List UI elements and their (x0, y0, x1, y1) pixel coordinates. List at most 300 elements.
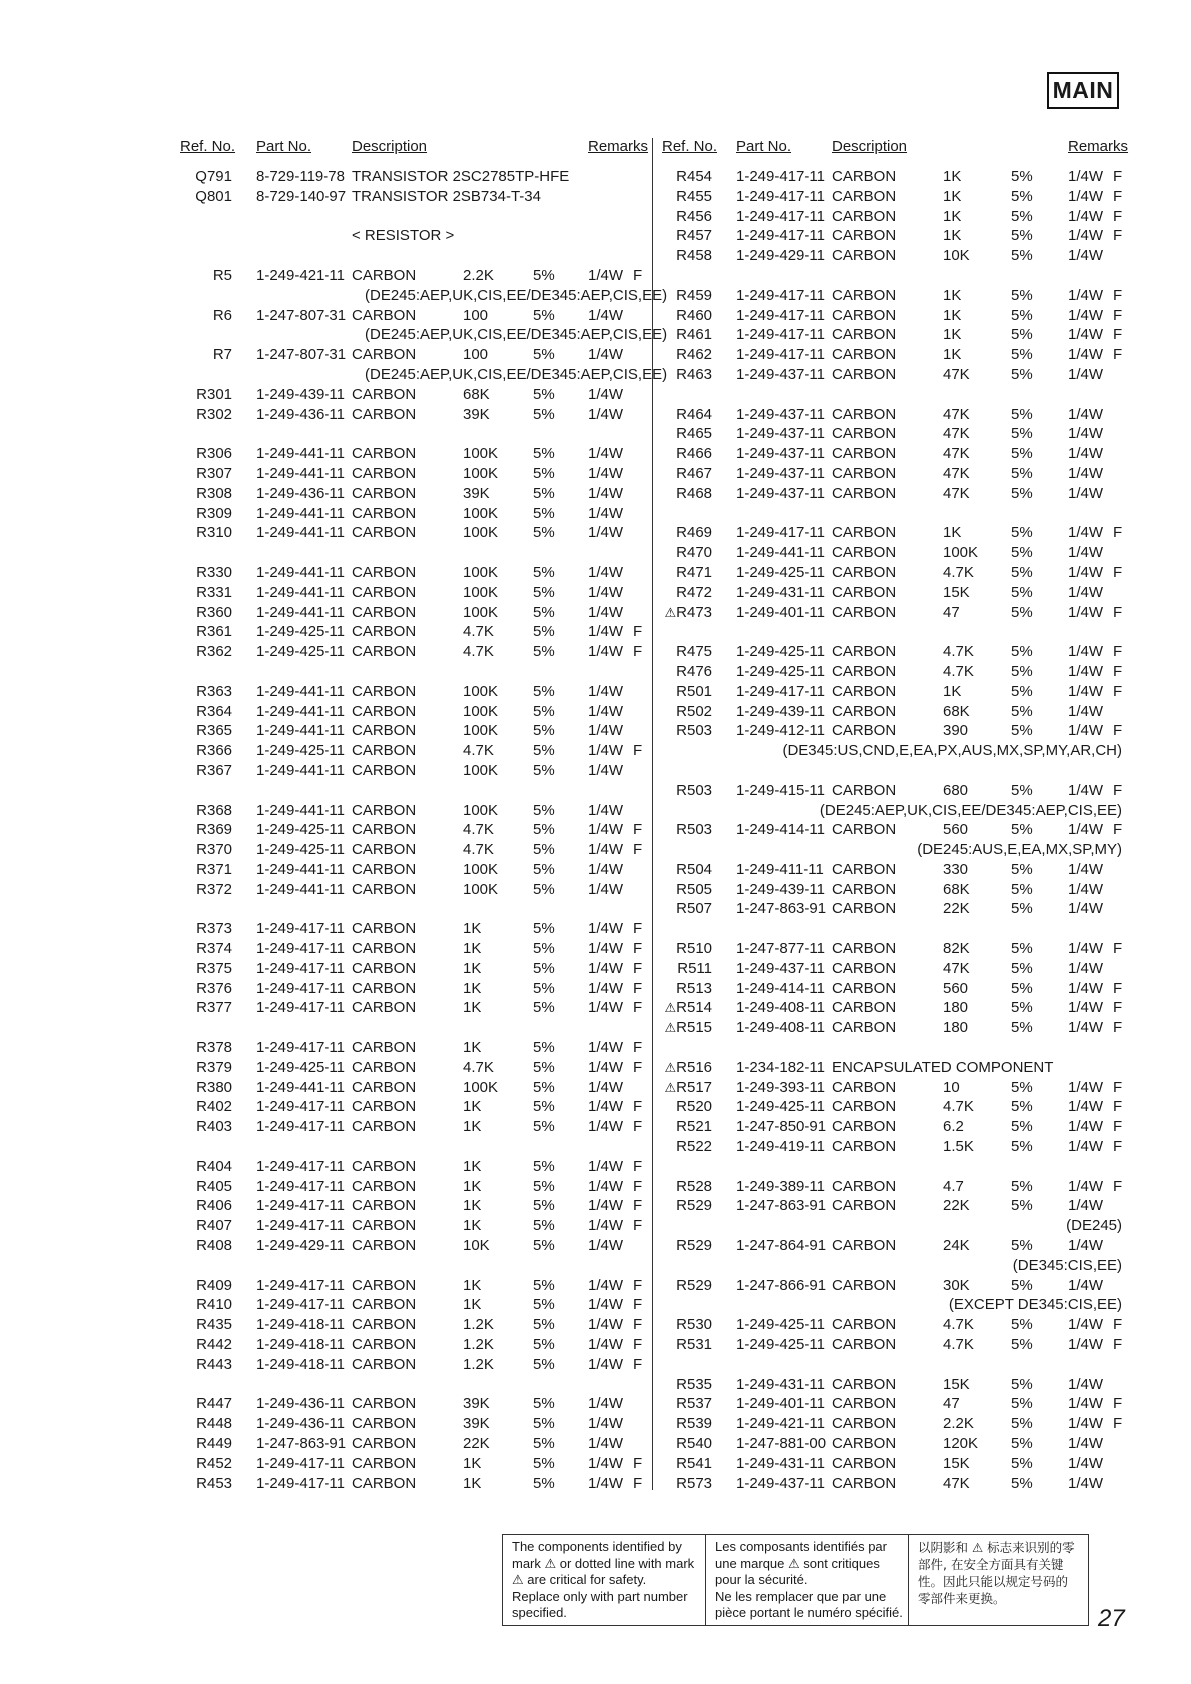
ref-no: R410 (196, 1296, 232, 1314)
resistance-value: 15K (943, 1454, 970, 1472)
tolerance: 5% (533, 1157, 555, 1175)
part-row (180, 1216, 650, 1236)
ref-no: R376 (196, 979, 232, 997)
description: CARBON (832, 1395, 897, 1413)
header-description: Description (832, 138, 908, 155)
ref-no: R467 (676, 464, 712, 482)
ref-no: R522 (676, 1138, 712, 1156)
flag-f: F (1113, 662, 1123, 680)
description: ENCAPSULATED COMPONENT (832, 1058, 1054, 1076)
power-rating: 1/4W (588, 1474, 624, 1492)
resistance-value: 1K (463, 1039, 482, 1057)
power-rating: 1/4W (588, 1237, 624, 1255)
power-rating: 1/4W (1068, 346, 1104, 364)
power-rating: 1/4W (588, 1336, 624, 1354)
power-rating: 1/4W (1068, 1019, 1104, 1037)
tolerance: 5% (533, 1355, 555, 1373)
safety-notice-chinese (909, 1535, 1088, 1625)
part-row (660, 820, 1122, 840)
ref-no: R403 (196, 1118, 232, 1136)
description: TRANSISTOR 2SC2785TP-HFE (352, 168, 570, 185)
part-no: 1-247-863-91 (736, 1197, 827, 1215)
flag-f: F (1113, 722, 1123, 740)
ref-no: R537 (676, 1395, 712, 1413)
part-no: 1-249-441-11 (256, 504, 345, 522)
part-no: 1-249-441-11 (256, 860, 345, 878)
flag-f: F (633, 940, 643, 958)
tolerance: 5% (1011, 860, 1033, 878)
description: CARBON (352, 643, 417, 661)
flag-f: F (633, 1039, 643, 1057)
part-no: 1-249-425-11 (256, 643, 345, 661)
power-rating: 1/4W (588, 346, 624, 364)
part-row (180, 1078, 650, 1098)
flag-f: F (633, 266, 643, 284)
part-no: 1-249-441-11 (256, 801, 345, 819)
power-rating: 1/4W (1068, 940, 1104, 958)
tolerance: 5% (1011, 900, 1033, 918)
part-no: 1-249-431-11 (736, 1375, 825, 1393)
tolerance: 5% (1011, 722, 1033, 740)
resistance-value: 22K (463, 1435, 490, 1452)
ref-no: R405 (196, 1177, 232, 1195)
part-row (660, 1058, 1122, 1078)
notice-line: ⚠ are critical for safety. (512, 1572, 647, 1587)
ref-no: R309 (196, 504, 232, 522)
tolerance: 5% (1011, 563, 1033, 581)
part-no: 1-249-441-11 (256, 464, 345, 482)
part-row (180, 721, 650, 741)
resistance-value: 1K (943, 306, 962, 324)
flag-f: F (1113, 1078, 1123, 1096)
tolerance: 5% (533, 563, 555, 581)
description: CARBON (352, 860, 417, 878)
description: CARBON (352, 1474, 417, 1492)
part-no: 1-249-417-11 (256, 1157, 345, 1175)
part-no: 1-249-417-11 (256, 1474, 345, 1492)
ref-no: R472 (676, 583, 712, 601)
safety-notice (502, 1534, 1089, 1626)
power-rating: 1/4W (1068, 563, 1104, 581)
part-row (180, 226, 650, 246)
flag-f: F (1113, 524, 1123, 542)
description: < RESISTOR > (352, 227, 455, 245)
description: CARBON (352, 821, 417, 839)
description: CARBON (832, 1336, 897, 1354)
part-no: 1-249-417-11 (736, 682, 825, 700)
power-rating: 1/4W (1068, 484, 1104, 502)
resistance-value: 100K (463, 880, 499, 898)
header-remarks: Remarks (588, 138, 649, 155)
resistance-value: 4.7K (463, 742, 494, 760)
part-row (660, 998, 1122, 1018)
resistance-value: 82K (943, 940, 970, 958)
part-no: 1-249-425-11 (736, 662, 825, 680)
part-row (180, 1196, 650, 1216)
resistance-value: 4.7K (463, 643, 494, 661)
part-no: 1-249-441-11 (256, 583, 345, 601)
part-no: 1-249-401-11 (736, 603, 825, 621)
part-row (180, 266, 650, 286)
description: CARBON (352, 1435, 417, 1452)
tolerance: 5% (533, 1078, 555, 1096)
resistance-value: 100K (463, 682, 499, 700)
flag-f: F (1113, 207, 1123, 225)
part-no: 1-249-408-11 (736, 999, 825, 1017)
description: CARBON (832, 880, 897, 898)
power-rating: 1/4W (1068, 1474, 1104, 1492)
ref-no: R363 (196, 682, 232, 700)
tolerance: 5% (1011, 1415, 1033, 1433)
ref-no: R503 (676, 722, 712, 740)
part-no: 1-249-437-11 (736, 484, 825, 502)
part-no: 1-249-417-11 (736, 346, 825, 364)
resistance-value: 10 (943, 1078, 960, 1096)
ref-no: R461 (676, 326, 712, 344)
description: CARBON (832, 940, 897, 958)
ref-no: R402 (196, 1098, 232, 1116)
part-row (180, 306, 650, 326)
tolerance: 5% (1011, 326, 1033, 344)
resistance-value: 47K (943, 464, 970, 482)
ref-no: R539 (676, 1415, 712, 1433)
description: CARBON (352, 563, 417, 581)
tolerance: 5% (1011, 1336, 1033, 1354)
part-row (660, 365, 1122, 385)
part-row (180, 484, 650, 504)
power-rating: 1/4W (588, 266, 624, 284)
resistance-value: 1K (463, 959, 482, 977)
flag-f: F (633, 1276, 643, 1294)
resistance-value: 4.7 (943, 1177, 964, 1195)
part-row (660, 1196, 1122, 1216)
power-rating: 1/4W (1068, 1078, 1104, 1096)
tolerance: 5% (533, 1058, 555, 1076)
part-no: 1-249-418-11 (256, 1316, 345, 1334)
resistance-value: 1K (463, 1177, 482, 1195)
resistance-value: 47K (943, 484, 970, 502)
description: CARBON (832, 405, 897, 423)
tolerance: 5% (533, 504, 555, 522)
flag-f: F (633, 1316, 643, 1334)
description: CARBON (352, 583, 417, 601)
resistance-value: 1K (463, 1118, 482, 1136)
part-row (660, 286, 1122, 306)
flag-f: F (633, 1217, 643, 1235)
description: CARBON (832, 326, 897, 344)
resistance-value: 100K (463, 445, 499, 463)
part-no: 1-249-429-11 (736, 247, 825, 265)
power-rating: 1/4W (588, 722, 624, 740)
part-no: 1-249-425-11 (736, 1098, 825, 1116)
power-rating: 1/4W (588, 761, 624, 779)
parts-list-right (660, 167, 1122, 1493)
resistance-value: 10K (463, 1237, 490, 1255)
flag-f: F (1113, 1118, 1123, 1136)
part-no: 1-249-389-11 (736, 1177, 825, 1195)
description: CARBON (832, 464, 897, 482)
ref-no: R371 (196, 860, 232, 878)
part-row (660, 444, 1122, 464)
spacer-row (180, 1018, 650, 1038)
resistance-value: 1K (943, 326, 962, 344)
power-rating: 1/4W (588, 682, 624, 700)
part-no: 1-249-417-11 (256, 920, 345, 938)
tolerance: 5% (533, 266, 555, 284)
part-no: 1-249-441-11 (256, 603, 345, 621)
part-no: 8-729-140-97 (256, 187, 347, 205)
part-row (180, 345, 650, 365)
description: CARBON (352, 959, 417, 977)
notice-line: 性。因此只能以规定号码的 (918, 1574, 1069, 1589)
flag-f: F (1113, 227, 1123, 245)
flag-f: F (1113, 979, 1123, 997)
power-rating: 1/4W (1068, 1237, 1104, 1255)
description: CARBON (832, 1177, 897, 1195)
resistance-value: 1K (463, 1098, 482, 1116)
description: CARBON (352, 405, 417, 423)
description: CARBON (352, 880, 417, 898)
part-no: 1-249-417-11 (256, 1039, 345, 1057)
ref-no: R452 (196, 1454, 232, 1472)
power-rating: 1/4W (1068, 821, 1104, 839)
part-no: 1-249-437-11 (736, 959, 825, 977)
power-rating: 1/4W (1068, 643, 1104, 661)
tolerance: 5% (533, 1296, 555, 1314)
description: CARBON (352, 484, 417, 502)
resistance-value: 4.7K (463, 821, 494, 839)
notice-line: pièce portant le numéro spécifié. (715, 1605, 903, 1620)
part-no: 1-249-417-11 (256, 979, 345, 997)
tolerance: 5% (533, 524, 555, 542)
ref-no: R368 (196, 801, 232, 819)
part-row (660, 1335, 1122, 1355)
resistance-value: 4.7K (943, 1098, 974, 1116)
part-row (660, 702, 1122, 722)
power-rating: 1/4W (1068, 1118, 1104, 1136)
ref-no: R464 (676, 405, 712, 423)
tolerance: 5% (533, 1395, 555, 1413)
description: CARBON (832, 187, 897, 205)
flag-f: F (633, 821, 643, 839)
power-rating: 1/4W (588, 623, 624, 641)
power-rating: 1/4W (588, 880, 624, 898)
resistance-value: 390 (943, 722, 969, 740)
tolerance: 5% (533, 643, 555, 661)
part-row (180, 1355, 650, 1375)
part-no: 1-249-425-11 (736, 643, 825, 661)
ref-no: R513 (676, 979, 712, 997)
tolerance: 5% (533, 445, 555, 463)
power-rating: 1/4W (588, 563, 624, 581)
notice-line: pour la sécurité. (715, 1572, 808, 1587)
tolerance: 5% (1011, 1177, 1033, 1195)
part-no: 1-249-421-11 (736, 1415, 825, 1433)
description: CARBON (352, 742, 417, 760)
tolerance: 5% (533, 742, 555, 760)
description: CARBON (832, 702, 897, 720)
resistance-value: 4.7K (463, 623, 494, 641)
variant-note: (DE245) (1066, 1217, 1122, 1235)
power-rating: 1/4W (1068, 979, 1104, 997)
part-row (660, 1434, 1122, 1454)
part-row (180, 1038, 650, 1058)
ref-no: R377 (196, 999, 232, 1017)
part-row (180, 1414, 650, 1434)
tolerance: 5% (1011, 227, 1033, 245)
spacer-row (180, 543, 650, 563)
notice-line: Replace only with part number (512, 1588, 688, 1604)
part-no: 1-249-437-11 (736, 445, 825, 463)
ref-no: R504 (676, 860, 712, 878)
description: CARBON (832, 821, 897, 839)
part-no: 1-249-415-11 (736, 781, 825, 799)
part-row (180, 682, 650, 702)
part-no: 1-249-419-11 (736, 1138, 825, 1156)
power-rating: 1/4W (1068, 999, 1104, 1017)
power-rating: 1/4W (1068, 544, 1104, 562)
part-no: 1-249-417-11 (256, 1454, 345, 1472)
part-row (180, 1117, 650, 1137)
part-no: 1-249-417-11 (256, 1118, 345, 1136)
description: CARBON (832, 722, 897, 740)
flag-f: F (633, 1474, 643, 1492)
flag-f: F (1113, 999, 1123, 1017)
flag-f: F (1113, 346, 1123, 364)
part-no: 1-249-441-11 (256, 761, 345, 779)
power-rating: 1/4W (588, 405, 624, 423)
spacer-row (660, 919, 1122, 939)
part-row (660, 543, 1122, 563)
ref-no: R408 (196, 1237, 232, 1255)
part-no: 1-249-418-11 (256, 1355, 345, 1373)
parts-column-left (180, 138, 668, 1493)
part-no: 8-729-119-78 (256, 168, 345, 185)
resistance-value: 100K (463, 1078, 499, 1096)
part-no: 1-249-441-11 (736, 544, 825, 562)
power-rating: 1/4W (588, 742, 624, 760)
part-row (660, 1078, 1122, 1098)
notice-line: The components identified by (512, 1539, 682, 1554)
part-row (660, 523, 1122, 543)
notice-line: 零部件来更换。 (918, 1591, 1006, 1606)
power-rating: 1/4W (1068, 1454, 1104, 1472)
part-no: 1-249-437-11 (736, 405, 825, 423)
tolerance: 5% (1011, 365, 1033, 383)
flag-f: F (1113, 643, 1123, 661)
part-no: 1-249-417-11 (256, 1217, 345, 1235)
part-no: 1-249-411-11 (736, 860, 824, 878)
flag-f: F (633, 959, 643, 977)
part-no: 1-249-418-11 (256, 1336, 345, 1354)
power-rating: 1/4W (1068, 187, 1104, 205)
tolerance: 5% (1011, 1019, 1033, 1037)
resistance-value: 1K (463, 940, 482, 958)
part-no: 1-249-436-11 (256, 1415, 345, 1433)
part-row (180, 1097, 650, 1117)
flag-f: F (633, 999, 643, 1017)
description: CARBON (352, 1098, 417, 1116)
ref-no: R447 (196, 1395, 232, 1413)
ref-no: R457 (676, 227, 712, 245)
resistance-value: 4.7K (463, 841, 494, 859)
ref-no: R331 (196, 583, 232, 601)
description: CARBON (352, 940, 417, 958)
variant-note-row (180, 325, 668, 345)
ref-no: R367 (196, 761, 232, 779)
description: CARBON (832, 643, 897, 661)
description: CARBON (352, 1217, 417, 1235)
power-rating: 1/4W (588, 583, 624, 601)
spacer-row (660, 1355, 1122, 1375)
resistance-value: 15K (943, 583, 970, 601)
resistance-value: 4.7K (463, 1058, 494, 1076)
spacer-row (660, 266, 1122, 286)
resistance-value: 2.2K (943, 1415, 974, 1433)
resistance-value: 560 (943, 979, 969, 997)
power-rating: 1/4W (588, 504, 624, 522)
part-no: 1-249-425-11 (736, 563, 825, 581)
ref-no: R448 (196, 1415, 232, 1433)
part-row (660, 1018, 1122, 1038)
flag-f: F (1113, 1177, 1123, 1195)
power-rating: 1/4W (588, 801, 624, 819)
power-rating: 1/4W (1068, 1098, 1104, 1116)
flag-f: F (1113, 563, 1123, 581)
resistance-value: 1K (943, 346, 962, 364)
part-no: 1-247-866-91 (736, 1276, 827, 1294)
ref-no: R370 (196, 841, 232, 859)
part-row (180, 385, 650, 405)
tolerance: 5% (1011, 405, 1033, 423)
power-rating: 1/4W (1068, 227, 1104, 245)
part-row (660, 880, 1122, 900)
part-row (660, 583, 1122, 603)
tolerance: 5% (533, 464, 555, 482)
ref-no: R407 (196, 1217, 232, 1235)
resistance-value: 180 (943, 1019, 969, 1037)
flag-f: F (1113, 1336, 1123, 1354)
description: CARBON (832, 1435, 897, 1452)
resistance-value: 1K (463, 1474, 482, 1492)
tolerance: 5% (533, 999, 555, 1017)
part-row (660, 959, 1122, 979)
tolerance: 5% (533, 860, 555, 878)
notice-line: 以阴影和 ⚠ 标志来识别的零 (918, 1540, 1075, 1555)
ref-no: R330 (196, 563, 232, 581)
tolerance: 5% (533, 1454, 555, 1472)
part-no: 1-249-425-11 (736, 1336, 825, 1354)
resistance-value: 39K (463, 484, 490, 502)
resistance-value: 100K (463, 504, 499, 522)
resistance-value: 39K (463, 405, 490, 423)
part-row (180, 1276, 650, 1296)
part-row (660, 1177, 1122, 1197)
flag-f: F (633, 1355, 643, 1373)
ref-no: R443 (196, 1355, 232, 1373)
tolerance: 5% (1011, 1237, 1033, 1255)
tolerance: 5% (533, 603, 555, 621)
resistance-value: 1.2K (463, 1355, 494, 1373)
flag-f: F (1113, 187, 1123, 205)
column-header (660, 138, 1129, 162)
tolerance: 5% (533, 682, 555, 700)
part-no: 1-249-417-11 (256, 959, 345, 977)
tolerance: 5% (533, 1098, 555, 1116)
power-rating: 1/4W (1068, 1316, 1104, 1334)
description: CARBON (832, 1197, 897, 1215)
description: CARBON (832, 900, 897, 918)
